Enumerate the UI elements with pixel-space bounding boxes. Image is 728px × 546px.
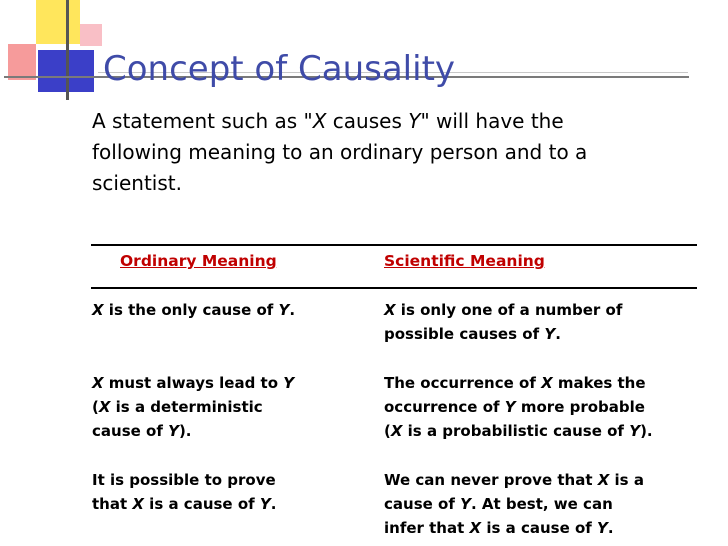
- cell-line: (X is a deterministic: [92, 398, 263, 416]
- cell-line: (X is a probabilistic cause of Y).: [384, 422, 653, 440]
- cell-line: possible causes of Y.: [384, 325, 561, 343]
- table-top-rule: [91, 244, 697, 246]
- cell-line: We can never prove that X is a: [384, 471, 644, 489]
- cell-line: X must always lead to Y: [92, 374, 295, 392]
- decor-vertical-line: [66, 0, 69, 100]
- cell-scientific-3: [384, 468, 644, 540]
- table-header-rule: [91, 287, 697, 289]
- header-ordinary-meaning: Ordinary Meaning: [120, 252, 277, 270]
- cell-ordinary-1: [92, 298, 295, 322]
- decor-lightpink-square: [80, 24, 102, 46]
- header-scientific-meaning: Scientific Meaning: [384, 252, 545, 270]
- cell-line: cause of Y).: [92, 422, 192, 440]
- cell-line: It is possible to prove: [92, 471, 276, 489]
- cell-scientific-2: [384, 371, 653, 443]
- intro-paragraph: [92, 106, 652, 199]
- cell-line: that X is a cause of Y.: [92, 495, 277, 513]
- cell-line: occurrence of Y more probable: [384, 398, 645, 416]
- decor-pink-square: [8, 44, 36, 80]
- cell-line: cause of Y. At best, we can: [384, 495, 613, 513]
- cell-scientific-1: [384, 298, 622, 346]
- intro-line: following meaning to an ordinary person and to a: [92, 140, 588, 164]
- cell-line: infer that X is a cause of Y.: [384, 519, 614, 537]
- cell-line: X is the only cause of Y.: [92, 301, 296, 319]
- cell-ordinary-2: [92, 371, 294, 443]
- intro-line: A statement such as "X causes Y" will have the: [92, 109, 564, 133]
- cell-ordinary-3: [92, 468, 276, 516]
- decor-yellow-square: [36, 0, 80, 44]
- cell-line: The occurrence of X makes the: [384, 374, 646, 392]
- intro-line: scientist.: [92, 171, 182, 195]
- slide-title: Concept of Causality: [103, 48, 456, 89]
- cell-line: X is only one of a number of: [384, 301, 623, 319]
